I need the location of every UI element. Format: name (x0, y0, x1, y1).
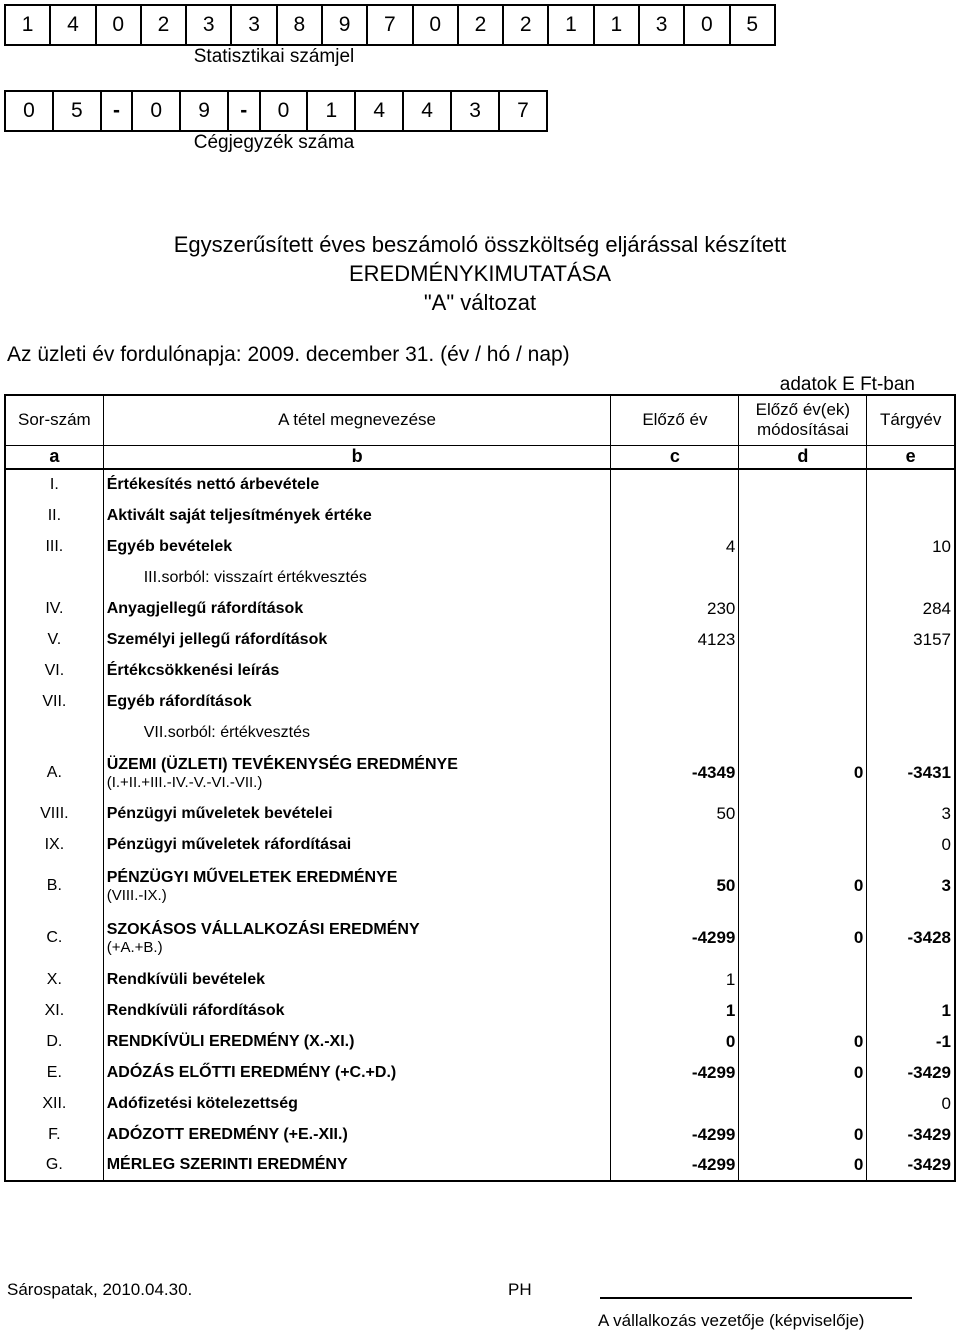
row-name-cell (103, 748, 611, 798)
stat-digit: 1 (5, 5, 50, 45)
stat-digit: 5 (730, 5, 776, 45)
row-formula: (I.+II.+III.-IV.-V.-VI.-VII.) (106, 773, 263, 791)
stat-caption: Statisztikai számjel (193, 46, 355, 67)
row-number: A. (5, 748, 103, 798)
registry-digit: 4 (403, 91, 451, 131)
value-prev: 1 (611, 964, 739, 995)
stat-digit: 4 (50, 5, 95, 45)
table-row (5, 624, 955, 655)
value-mod: 0 (739, 748, 867, 798)
table-row (5, 1057, 955, 1088)
value-mod (739, 686, 867, 717)
row-number: X. (5, 964, 103, 995)
value-mod: 0 (739, 1057, 867, 1088)
row-name-cell (103, 593, 611, 624)
row-name: ADÓZOTT EREDMÉNY (+E.-XII.) (106, 1125, 348, 1143)
value-prev (611, 1088, 739, 1119)
title-line-3: "A" változat (423, 290, 537, 315)
row-name: III.sorból: visszaírt értékvesztés (143, 568, 367, 586)
value-mod (739, 469, 867, 500)
row-name-cell (103, 531, 611, 562)
stat-digit: 3 (639, 5, 684, 45)
row-name: Aktivált saját teljesítmények értéke (106, 506, 372, 524)
value-mod (739, 531, 867, 562)
table-row (5, 686, 955, 717)
row-number: VI. (5, 655, 103, 686)
title-line-1: Egyszerűsített éves beszámoló összköltség eljárással készített (173, 232, 787, 257)
stamp-placeholder: PH (508, 1280, 532, 1299)
value-prev: -4299 (611, 1119, 739, 1150)
table-row (5, 798, 955, 829)
table-row (5, 1150, 955, 1181)
table-row (5, 531, 955, 562)
value-cur: -3429 (867, 1150, 955, 1181)
row-name-cell (103, 624, 611, 655)
stat-digit: 0 (96, 5, 141, 45)
value-prev: 230 (611, 593, 739, 624)
value-cur: -3429 (867, 1119, 955, 1150)
table-row (5, 912, 955, 964)
stat-digit: 9 (322, 5, 367, 45)
row-number: III. (5, 531, 103, 562)
value-prev: -4349 (611, 748, 739, 798)
value-cur (867, 964, 955, 995)
value-cur (867, 686, 955, 717)
value-prev (611, 686, 739, 717)
row-name-cell (103, 995, 611, 1026)
row-name: VII.sorból: értékvesztés (143, 723, 311, 741)
letter-e: e (867, 445, 955, 469)
row-name: PÉNZÜGYI MŰVELETEK EREDMÉNYE (106, 868, 398, 886)
table-row (5, 1088, 955, 1119)
row-name: Egyéb bevételek (106, 537, 233, 555)
row-name: Személyi jellegű ráfordítások (106, 630, 328, 648)
value-cur: -3431 (867, 748, 955, 798)
row-number: G. (5, 1150, 103, 1181)
value-cur: 0 (867, 1088, 955, 1119)
table-header (5, 395, 955, 445)
row-formula: (VIII.-IX.) (106, 886, 167, 904)
stat-digit: 7 (367, 5, 412, 45)
table-row (5, 562, 955, 593)
registry-digit: 1 (307, 91, 355, 131)
row-name-cell (103, 1150, 611, 1181)
row-name: Értékcsökkenési leírás (106, 661, 280, 679)
stat-digit: 2 (458, 5, 503, 45)
value-cur: 10 (867, 531, 955, 562)
stat-digit: 0 (684, 5, 729, 45)
row-name-cell (103, 655, 611, 686)
stat-number-boxes (4, 4, 776, 46)
row-name: Adófizetési kötelezettség (106, 1094, 298, 1112)
value-mod: 0 (739, 1119, 867, 1150)
column-letters (5, 445, 955, 469)
value-mod (739, 798, 867, 829)
fiscal-date: Az üzleti év fordulónapja: 2009. december 31. (év / hó / nap) (7, 343, 570, 366)
stat-digit: 1 (594, 5, 639, 45)
value-cur: 0 (867, 829, 955, 860)
value-cur: 3 (867, 860, 955, 912)
registry-digit: 0 (5, 91, 53, 131)
row-name: Értékesítés nettó árbevétele (106, 476, 320, 493)
value-cur (867, 500, 955, 531)
value-prev: 1 (611, 995, 739, 1026)
value-mod (739, 562, 867, 593)
title-line-2: EREDMÉNYKIMUTATÁSA (349, 261, 611, 286)
row-name-cell (103, 469, 611, 500)
value-prev (611, 469, 739, 500)
row-number: II. (5, 500, 103, 531)
row-name-cell (103, 1057, 611, 1088)
row-name-cell (103, 1119, 611, 1150)
header-item-name: A tétel megnevezése (103, 395, 611, 445)
value-mod: 0 (739, 860, 867, 912)
value-cur: -3428 (867, 912, 955, 964)
value-mod (739, 500, 867, 531)
row-name-cell (103, 964, 611, 995)
table-row (5, 593, 955, 624)
registry-digit: 7 (499, 91, 547, 131)
row-name: Egyéb ráfordítások (106, 692, 252, 710)
value-cur: 284 (867, 593, 955, 624)
row-number: XI. (5, 995, 103, 1026)
row-name: Anyagjellegű ráfordítások (106, 599, 304, 617)
letter-c: c (611, 445, 739, 469)
value-cur: 3157 (867, 624, 955, 655)
row-number: IV. (5, 593, 103, 624)
place-date: Sárospatak, 2010.04.30. (7, 1280, 193, 1299)
header-current-year: Tárgyév (867, 395, 955, 445)
signature-line (600, 1297, 912, 1299)
value-cur (867, 655, 955, 686)
row-number (5, 562, 103, 593)
value-mod: 0 (739, 1150, 867, 1181)
row-name-cell (103, 686, 611, 717)
registry-digit: - (228, 91, 259, 131)
table-row (5, 1026, 955, 1057)
header-previous-year: Előző év (611, 395, 739, 445)
value-prev (611, 655, 739, 686)
value-prev: -4299 (611, 1150, 739, 1181)
registry-digit: - (101, 91, 132, 131)
table-row (5, 860, 955, 912)
row-name-cell (103, 717, 611, 748)
value-mod (739, 624, 867, 655)
value-prev: 50 (611, 798, 739, 829)
value-prev (611, 829, 739, 860)
stat-digit: 2 (141, 5, 186, 45)
registry-digit: 3 (451, 91, 499, 131)
row-name-cell (103, 1026, 611, 1057)
table-row (5, 655, 955, 686)
letter-d: d (739, 445, 867, 469)
row-name: MÉRLEG SZERINTI EREDMÉNY (106, 1156, 348, 1173)
row-number: E. (5, 1057, 103, 1088)
stat-digit: 0 (413, 5, 458, 45)
row-number: V. (5, 624, 103, 655)
value-prev: 0 (611, 1026, 739, 1057)
header-modifications: Előző év(ek) módosításai (739, 395, 867, 445)
row-name-cell (103, 912, 611, 964)
value-prev: -4299 (611, 912, 739, 964)
row-number: B. (5, 860, 103, 912)
value-prev (611, 717, 739, 748)
value-prev (611, 562, 739, 593)
row-name-cell (103, 860, 611, 912)
value-mod (739, 717, 867, 748)
row-name-cell (103, 1088, 611, 1119)
registry-digit: 0 (260, 91, 308, 131)
table-row (5, 995, 955, 1026)
value-prev (611, 500, 739, 531)
value-cur (867, 469, 955, 500)
table-row (5, 829, 955, 860)
registry-caption: Cégjegyzék száma (193, 132, 355, 153)
letter-b: b (103, 445, 611, 469)
row-formula: (+A.+B.) (106, 938, 163, 956)
table-row (5, 500, 955, 531)
row-name: SZOKÁSOS VÁLLALKOZÁSI EREDMÉNY (106, 920, 420, 938)
value-mod (739, 593, 867, 624)
row-number: XII. (5, 1088, 103, 1119)
stat-digit: 2 (503, 5, 548, 45)
value-mod (739, 995, 867, 1026)
row-name: Rendkívüli bevételek (106, 970, 266, 988)
stat-digit: 1 (548, 5, 593, 45)
table-row (5, 964, 955, 995)
stat-digit: 3 (231, 5, 276, 45)
income-statement-table (4, 394, 956, 1182)
stat-digit: 3 (186, 5, 231, 45)
row-number: VII. (5, 686, 103, 717)
registry-digit: 5 (53, 91, 101, 131)
row-number: C. (5, 912, 103, 964)
row-name: ADÓZÁS ELŐTTI EREDMÉNY (+C.+D.) (106, 1063, 397, 1081)
value-cur (867, 562, 955, 593)
row-name-cell (103, 500, 611, 531)
row-name: Pénzügyi műveletek bevételei (106, 804, 333, 822)
table-row (5, 717, 955, 748)
table-row (5, 1119, 955, 1150)
row-name-cell (103, 798, 611, 829)
signature-caption: A vállalkozás vezetője (képviselője) (598, 1311, 865, 1330)
registry-number-boxes (4, 90, 548, 132)
row-number: IX. (5, 829, 103, 860)
row-name: Pénzügyi műveletek ráfordításai (106, 835, 352, 853)
value-mod: 0 (739, 1026, 867, 1057)
value-cur (867, 717, 955, 748)
registry-digit: 0 (132, 91, 180, 131)
value-prev: -4299 (611, 1057, 739, 1088)
value-cur: -3429 (867, 1057, 955, 1088)
value-prev: 4123 (611, 624, 739, 655)
stat-digit: 8 (277, 5, 322, 45)
row-name: ÜZEMI (ÜZLETI) TEVÉKENYSÉG EREDMÉNYE (106, 755, 458, 773)
value-mod (739, 1088, 867, 1119)
value-prev: 4 (611, 531, 739, 562)
registry-digit: 9 (180, 91, 228, 131)
value-mod (739, 829, 867, 860)
row-number: D. (5, 1026, 103, 1057)
table-row (5, 469, 955, 500)
value-mod: 0 (739, 912, 867, 964)
value-mod (739, 655, 867, 686)
row-name-cell (103, 829, 611, 860)
registry-digit: 4 (355, 91, 403, 131)
row-name: RENDKÍVÜLI EREDMÉNY (X.-XI.) (106, 1032, 355, 1050)
row-number: VIII. (5, 798, 103, 829)
value-cur: 1 (867, 995, 955, 1026)
value-prev: 50 (611, 860, 739, 912)
value-mod (739, 964, 867, 995)
row-name: Rendkívüli ráfordítások (106, 1001, 285, 1019)
value-cur: -1 (867, 1026, 955, 1057)
header-row-number: Sor-szám (5, 395, 103, 445)
value-cur: 3 (867, 798, 955, 829)
letter-a: a (5, 445, 103, 469)
unit-label: adatok E Ft-ban (779, 374, 915, 395)
row-name-cell (103, 562, 611, 593)
table-row (5, 748, 955, 798)
row-number: F. (5, 1119, 103, 1150)
row-number: I. (5, 469, 103, 500)
row-number (5, 717, 103, 748)
